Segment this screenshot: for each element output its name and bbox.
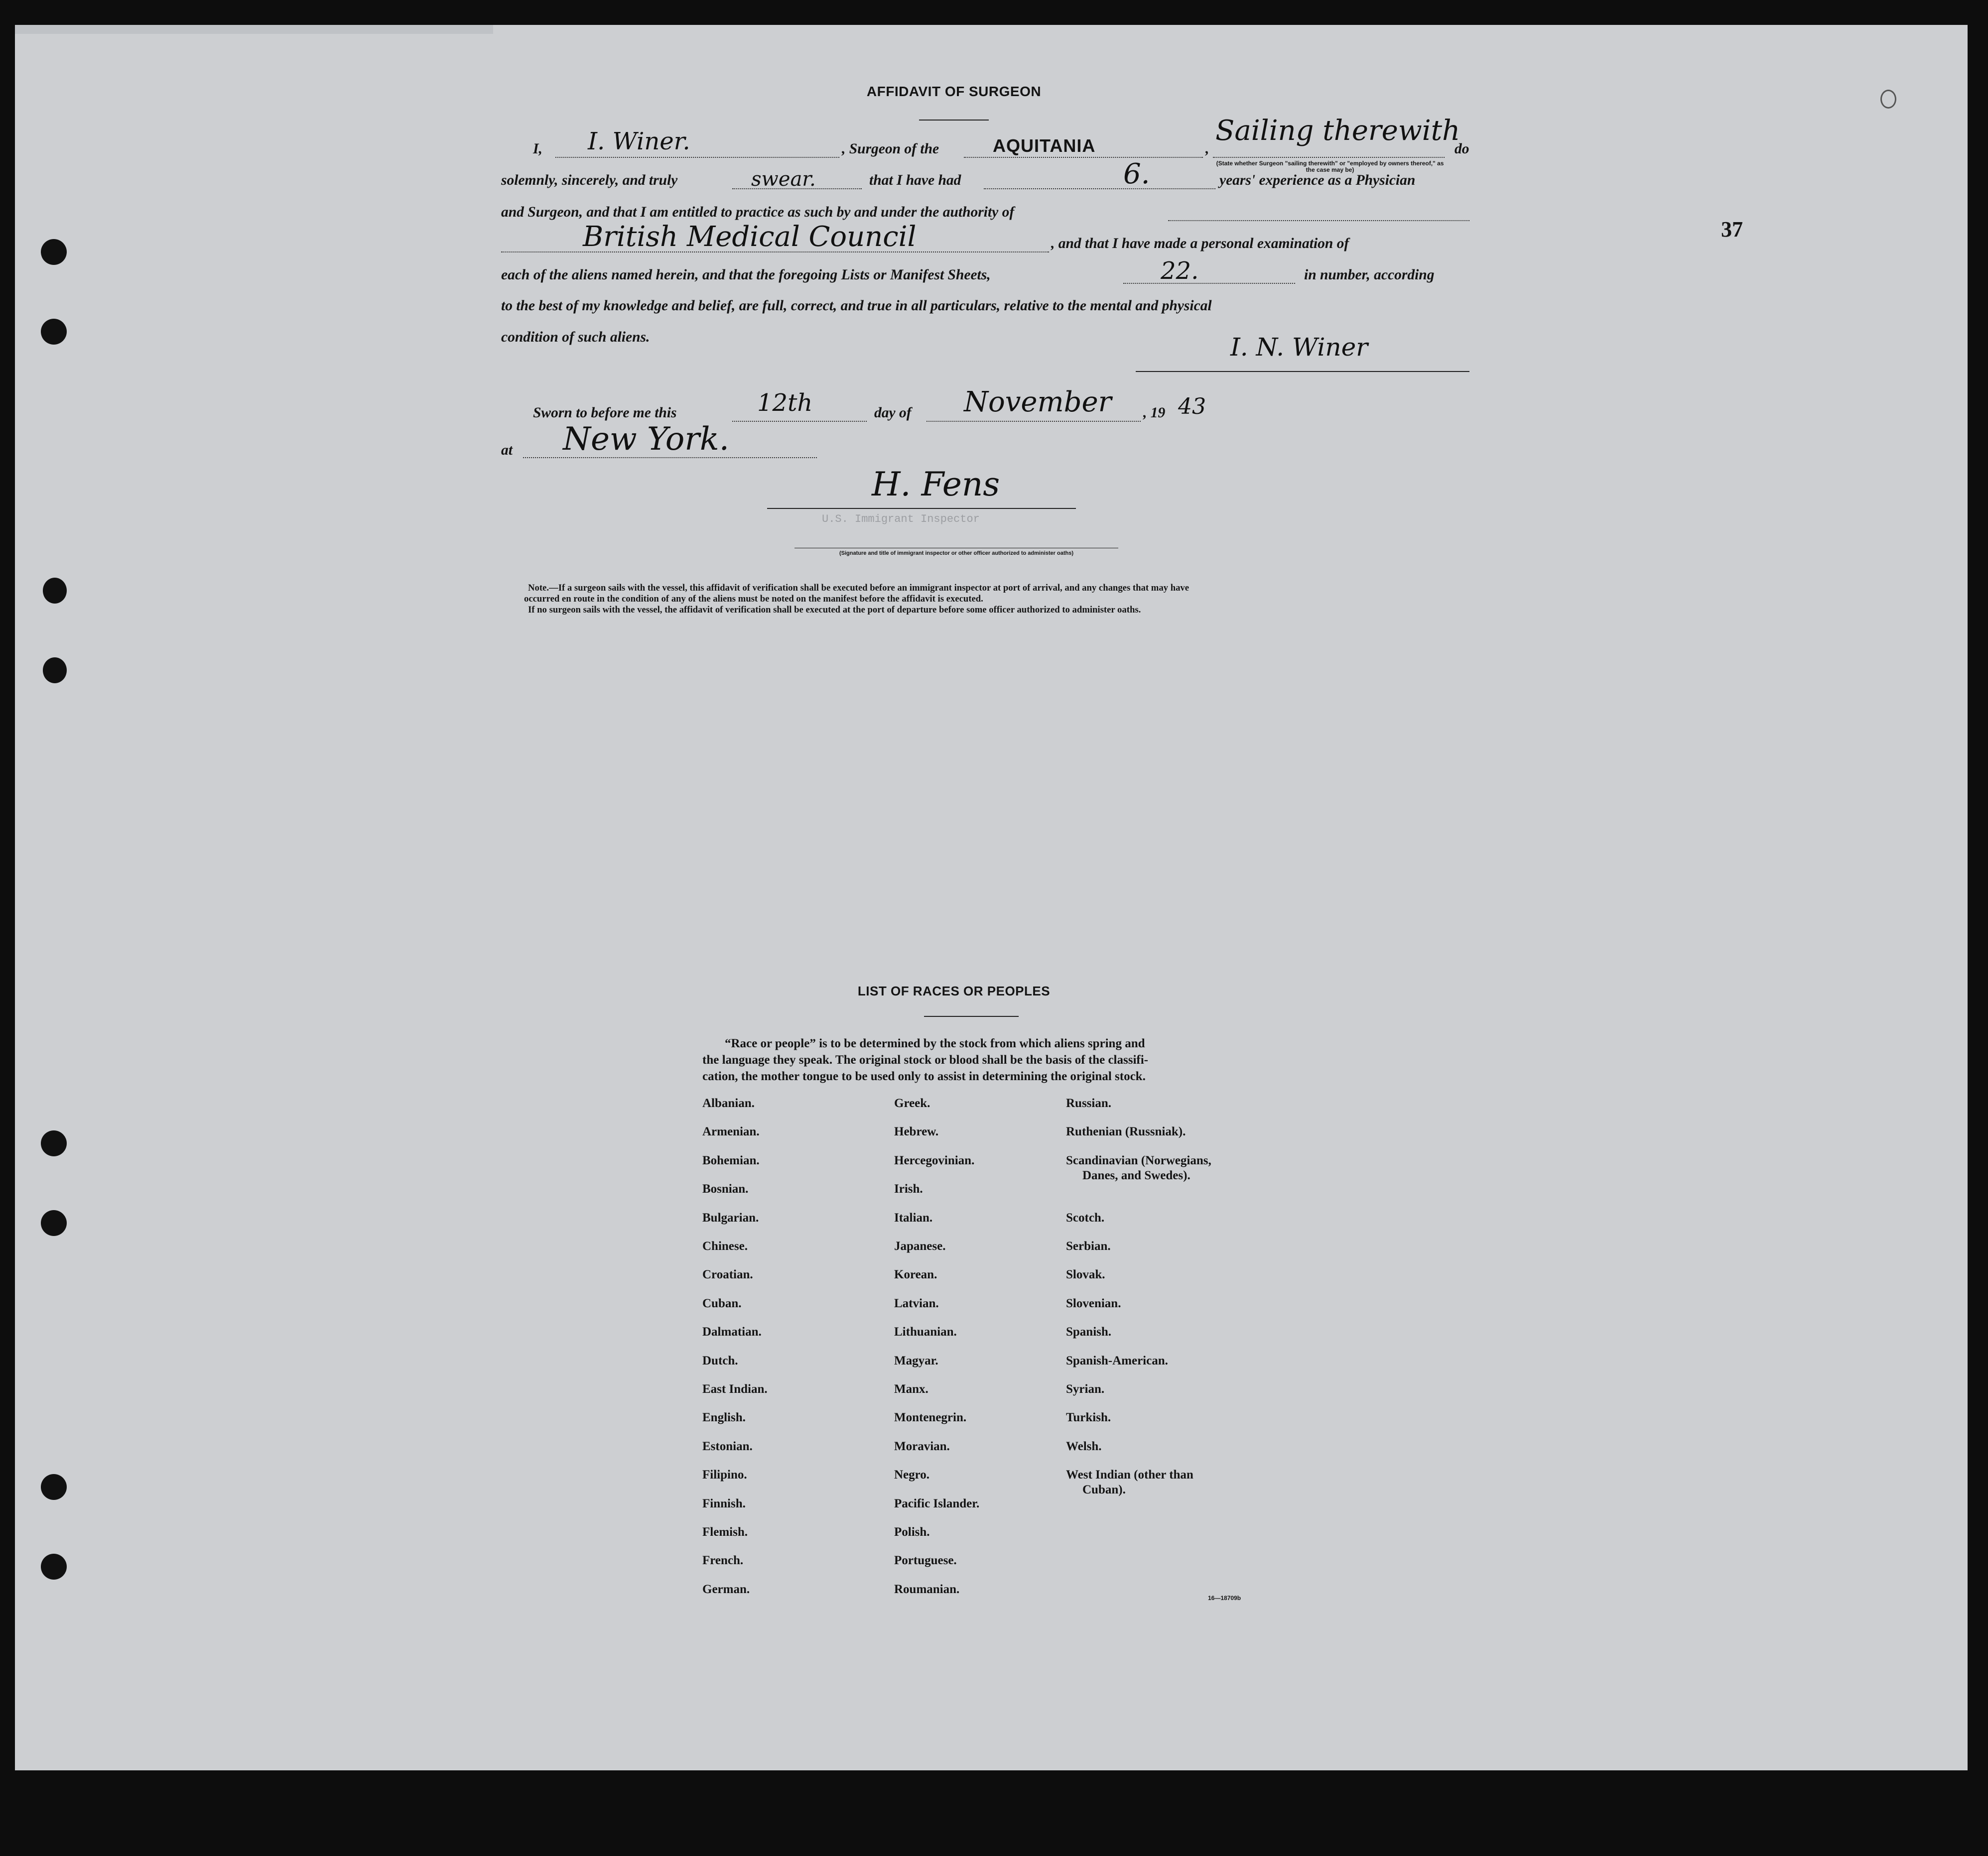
- affidavit-line2-end: years' experience as a Physician: [1219, 172, 1416, 188]
- race-item: Slovak.: [1066, 1268, 1105, 1282]
- race-item: Moravian.: [894, 1439, 950, 1453]
- race-item: Serbian.: [1066, 1239, 1111, 1253]
- affidavit-line2-start: solemnly, sincerely, and truly: [501, 172, 678, 188]
- race-item: Negro.: [894, 1468, 930, 1482]
- race-item: Danes, and Swedes).: [1082, 1168, 1191, 1182]
- races-intro-line-1: “Race or people” is to be determined by the stock from which aliens spring and: [725, 1037, 1145, 1050]
- race-item: Hercegovinian.: [894, 1153, 975, 1167]
- affidavit-line4-end: , and that I have made a personal examination of: [1051, 236, 1349, 251]
- race-item: Pacific Islander.: [894, 1496, 980, 1510]
- races-intro-line-2: the language they speak. The original stock or blood shall be the basis of the classifi-: [702, 1053, 1148, 1067]
- race-item: Estonian.: [702, 1439, 753, 1453]
- binder-hole: [43, 578, 67, 604]
- race-item: Bosnian.: [702, 1182, 749, 1196]
- race-item: Montenegrin.: [894, 1411, 967, 1425]
- vessel-blank: [964, 157, 1203, 158]
- race-item: Filipino.: [702, 1468, 747, 1482]
- note-line-3: If no surgeon sails with the vessel, the affidavit of verification shall be executed at the port of departure before some officer authorized to administer oaths.: [528, 605, 1141, 615]
- race-item: Albanian.: [702, 1097, 755, 1110]
- punch-mark: [1880, 90, 1896, 109]
- surgeon-name-handwritten: I. Winer.: [588, 127, 690, 155]
- at-label: at: [501, 442, 513, 458]
- race-item: Dutch.: [702, 1354, 738, 1367]
- affidavit-line5-end: in number, according: [1304, 267, 1435, 283]
- sworn-text-mid: day of: [874, 405, 912, 421]
- inspector-signature-handwritten: H. Fens: [872, 465, 1000, 503]
- race-item: Syrian.: [1066, 1382, 1105, 1396]
- title-underline: [919, 120, 989, 121]
- race-item: Lithuanian.: [894, 1325, 957, 1339]
- race-item: German.: [702, 1582, 750, 1596]
- race-item: West Indian (other than: [1066, 1468, 1193, 1482]
- sheets-handwritten: 22.: [1161, 257, 1199, 285]
- race-item: Latvian.: [894, 1296, 939, 1310]
- race-item: Roumanian.: [894, 1582, 960, 1596]
- note-line-2: occurred en route in the condition of any of the aliens must be noted on the manifest before the affidavit is executed.: [524, 594, 983, 604]
- years-handwritten: 6.: [1123, 158, 1150, 190]
- race-item: Italian.: [894, 1211, 933, 1225]
- sheet-fold-edge: [15, 25, 493, 34]
- note-line-1: Note.—If a surgeon sails with the vessel, this affidavit of verification shall be executed before an immigrant inspector at port of arrival, and any changes that may have: [528, 583, 1190, 593]
- race-item: Cuban).: [1082, 1483, 1126, 1497]
- affidavit-line1-prefix: I,: [533, 141, 542, 157]
- binder-hole: [41, 319, 67, 345]
- sailing-status-handwritten: Sailing therewith: [1215, 115, 1460, 147]
- day-blank: [732, 421, 867, 422]
- affidavit-line5-start: each of the aliens named herein, and that the foregoing Lists or Manifest Sheets,: [501, 267, 991, 283]
- binder-hole: [41, 239, 67, 265]
- affidavit-line1-mid: , Surgeon of the: [842, 141, 939, 157]
- affidavit-line1-comma: ,: [1205, 141, 1209, 157]
- race-item: Spanish-American.: [1066, 1354, 1168, 1367]
- race-item: Hebrew.: [894, 1125, 939, 1139]
- document-sheet: [15, 25, 1968, 1770]
- race-item: Croatian.: [702, 1268, 753, 1282]
- vessel-name-stamp: AQUITANIA: [993, 135, 1096, 156]
- affidavit-line3: and Surgeon, and that I am entitled to practice as such by and under the authority of: [501, 204, 1015, 220]
- binder-hole: [43, 657, 67, 683]
- race-item: Turkish.: [1066, 1411, 1111, 1425]
- sworn-text-start: Sworn to before me this: [533, 405, 677, 421]
- race-item: Welsh.: [1066, 1439, 1102, 1453]
- race-item: Dalmatian.: [702, 1325, 762, 1339]
- race-item: East Indian.: [702, 1382, 768, 1396]
- inspector-title-faint: U.S. Immigrant Inspector: [822, 513, 980, 525]
- race-item: Chinese.: [702, 1239, 748, 1253]
- race-item: Greek.: [894, 1097, 930, 1110]
- month-handwritten: November: [964, 386, 1112, 418]
- affidavit-line1-end: do: [1455, 141, 1469, 157]
- sheets-blank: [1123, 283, 1295, 284]
- race-item: Armenian.: [702, 1125, 760, 1139]
- race-item: Ruthenian (Russniak).: [1066, 1125, 1186, 1139]
- race-item: English.: [702, 1411, 746, 1425]
- surgeon-name-blank: [555, 157, 839, 158]
- surgeon-signature-handwritten: I. N. Winer: [1230, 333, 1368, 362]
- signature-caption: (Signature and title of immigrant inspector or other officer authorized to administer oaths): [839, 550, 1073, 556]
- sailing-blank: [1213, 157, 1445, 158]
- races-title: LIST OF RACES OR PEOPLES: [857, 984, 1051, 998]
- inspector-signature-line: [767, 508, 1076, 509]
- race-item: Portuguese.: [894, 1554, 957, 1568]
- sworn-text-end: , 19: [1143, 405, 1166, 421]
- surgeon-status-instruction: (State whether Surgeon "sailing therewith" or "employed by owners thereof," as the case may be): [1216, 160, 1444, 173]
- binder-hole: [41, 1474, 67, 1500]
- race-item: Korean.: [894, 1268, 937, 1282]
- affidavit-line6: to the best of my knowledge and belief, are full, correct, and true in all particulars, relative to the mental and physical: [501, 298, 1212, 314]
- surgeon-signature-line: [1136, 371, 1469, 372]
- race-item: Russian.: [1066, 1097, 1112, 1110]
- race-item: Manx.: [894, 1382, 928, 1396]
- affidavit-line2-mid: that I have had: [869, 172, 961, 188]
- race-item: Bulgarian.: [702, 1211, 759, 1225]
- form-number: 16—18709b: [1208, 1595, 1241, 1602]
- authority-blank-1: [1168, 220, 1469, 221]
- affidavit-line7: condition of such aliens.: [501, 329, 650, 345]
- race-item: Polish.: [894, 1525, 930, 1539]
- race-item: Scandinavian (Norwegians,: [1066, 1153, 1211, 1167]
- years-blank: [984, 188, 1215, 189]
- place-handwritten: New York.: [563, 421, 729, 458]
- race-item: Magyar.: [894, 1354, 938, 1367]
- races-intro-line-3: cation, the mother tongue to be used only to assist in determining the original stock.: [702, 1070, 1146, 1083]
- race-item: French.: [702, 1554, 744, 1568]
- page-number: 37: [1721, 217, 1743, 242]
- year-handwritten: 43: [1178, 394, 1206, 419]
- race-item: Slovenian.: [1066, 1296, 1121, 1310]
- race-item: Bohemian.: [702, 1153, 760, 1167]
- race-item: Japanese.: [894, 1239, 946, 1253]
- binder-hole: [41, 1554, 67, 1580]
- oath-handwritten: swear.: [751, 168, 816, 191]
- race-item: Spanish.: [1066, 1325, 1112, 1339]
- race-item: Irish.: [894, 1182, 923, 1196]
- races-title-underline: [924, 1016, 1019, 1017]
- race-item: Finnish.: [702, 1496, 746, 1510]
- month-blank: [927, 421, 1141, 422]
- race-item: Cuban.: [702, 1296, 742, 1310]
- binder-hole: [41, 1210, 67, 1236]
- affidavit-title: AFFIDAVIT OF SURGEON: [866, 84, 1042, 99]
- race-item: Scotch.: [1066, 1211, 1105, 1225]
- authority-handwritten: British Medical Council: [583, 221, 917, 253]
- binder-hole: [41, 1130, 67, 1156]
- race-item: Flemish.: [702, 1525, 748, 1539]
- day-handwritten: 12th: [757, 389, 813, 417]
